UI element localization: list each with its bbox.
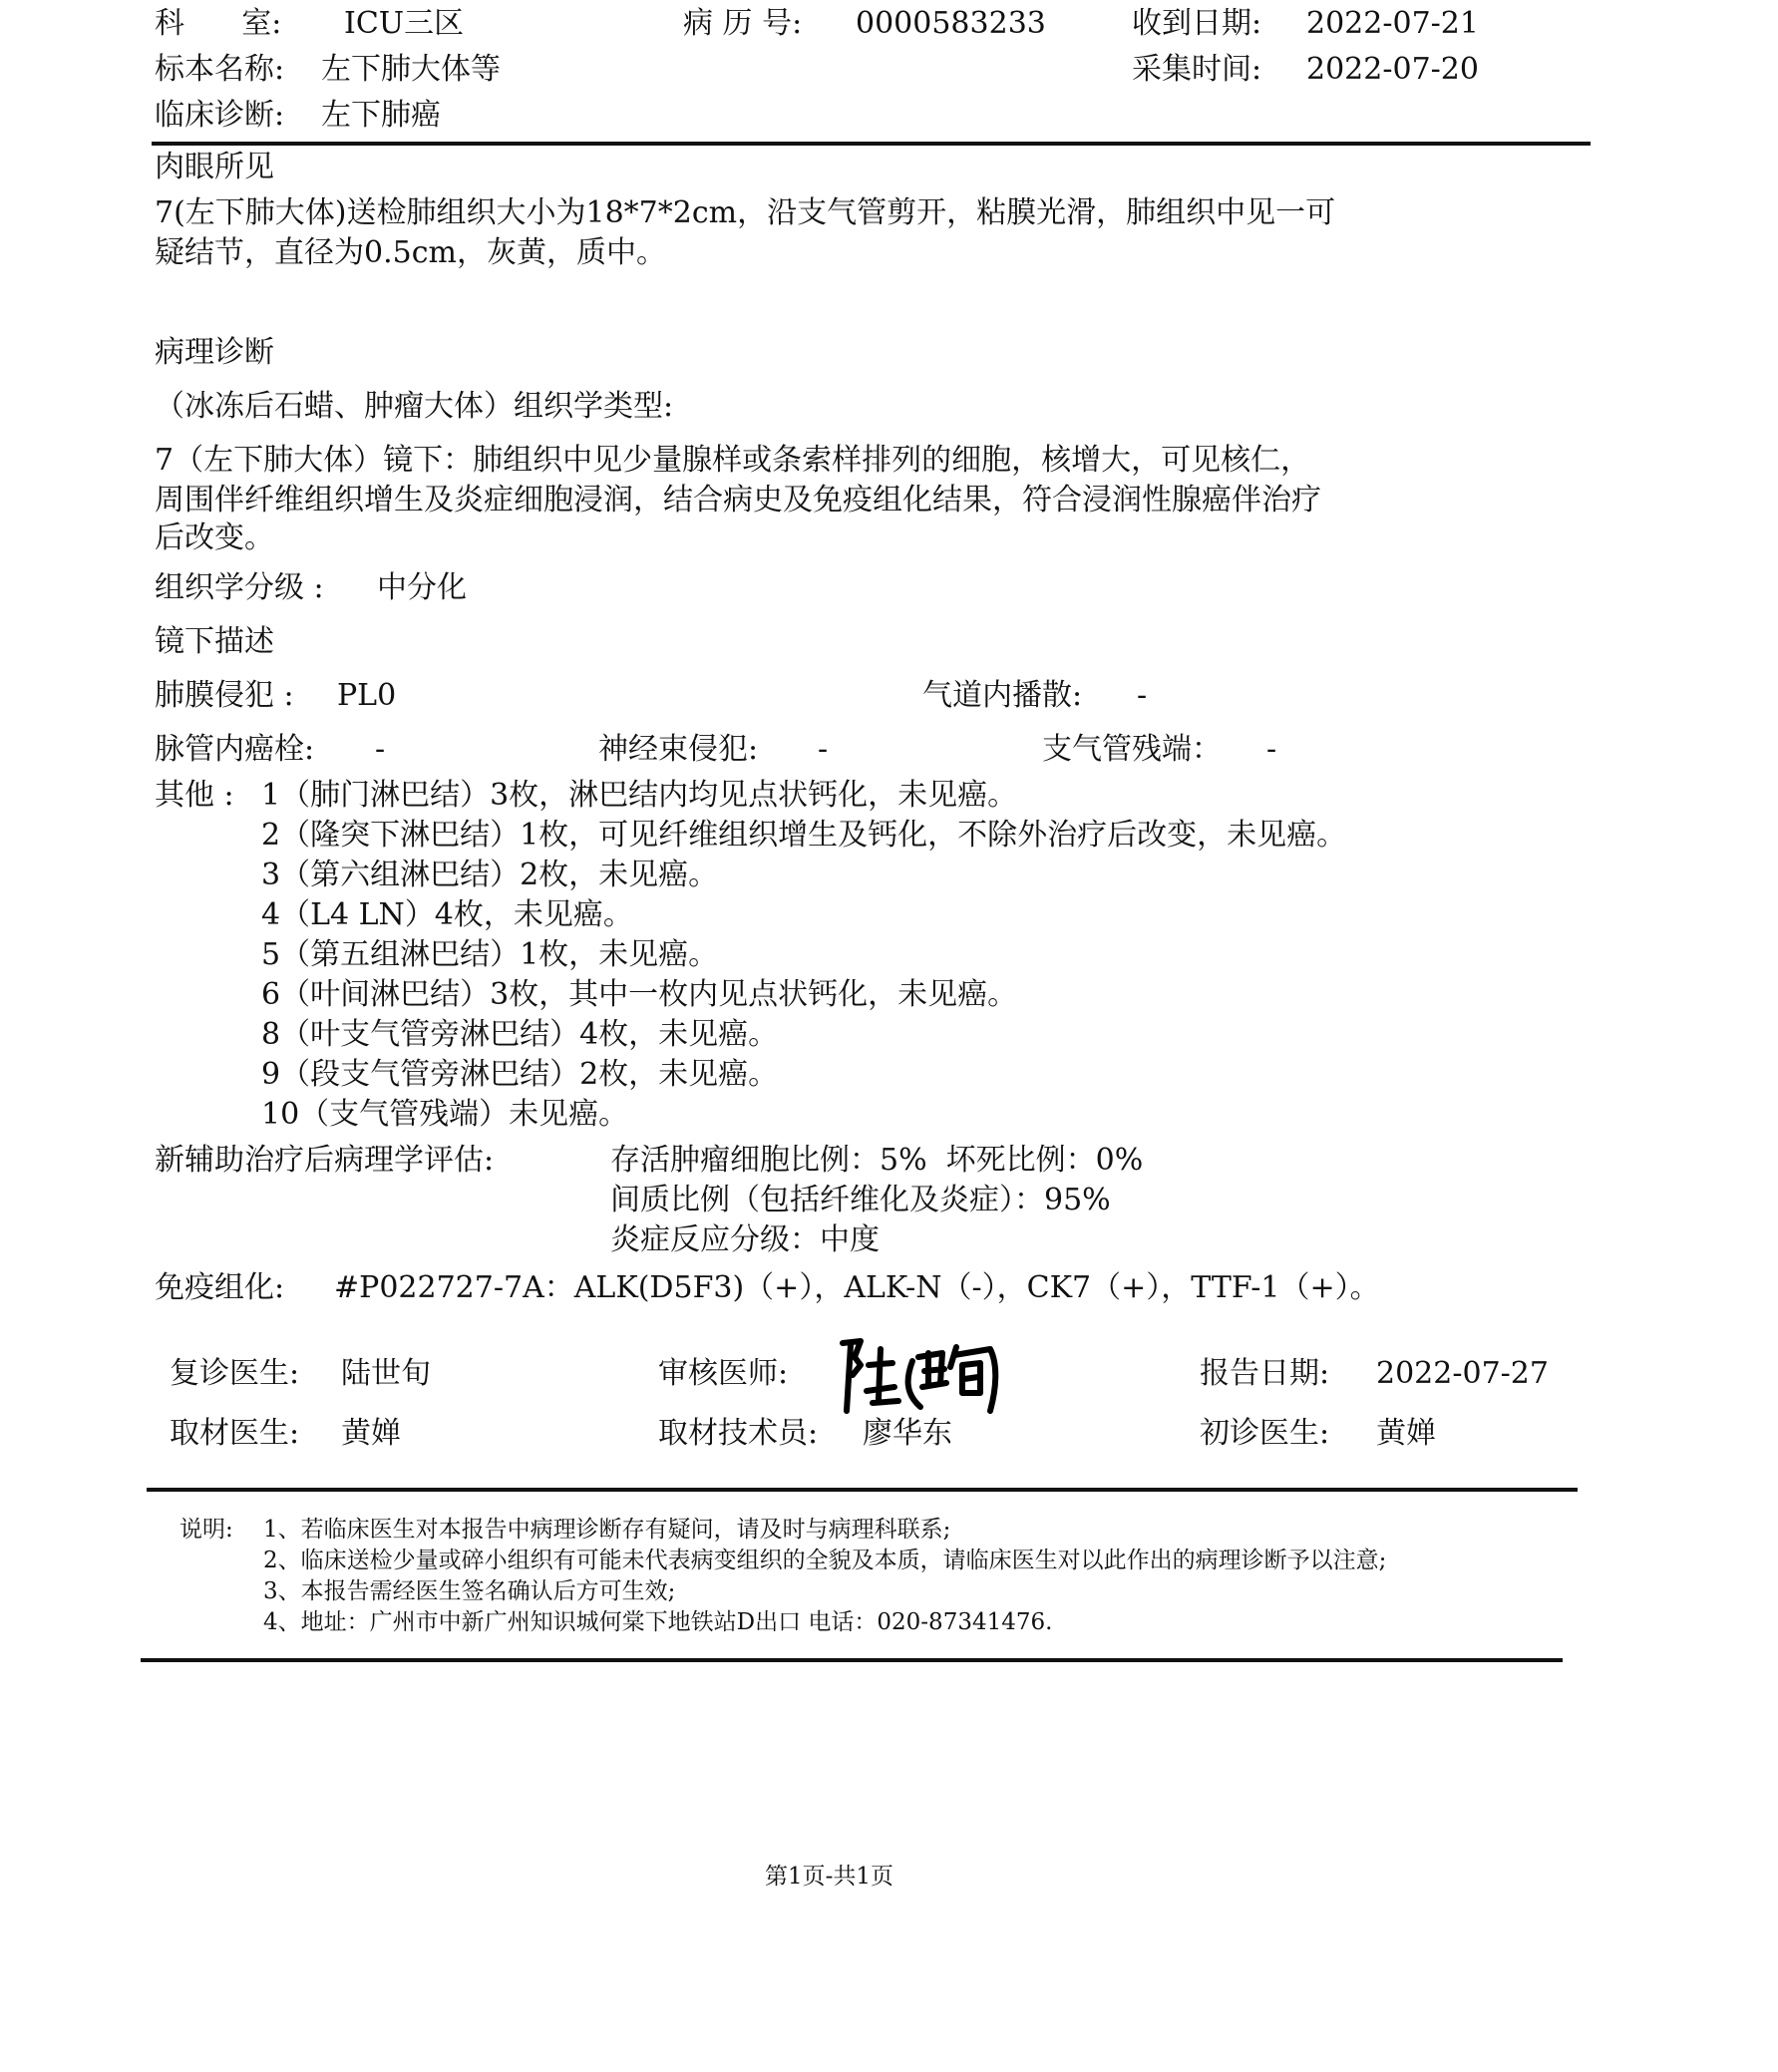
- sampling-doctor-label: 取材医生:: [170, 1416, 300, 1451]
- pleural-invasion-label: 肺膜侵犯 :: [155, 678, 304, 713]
- histo-type-line: （冰冻后石蜡、肿瘤大体）组织学类型:: [155, 389, 674, 424]
- bronchial-margin-label: 支气管残端：: [1042, 732, 1222, 767]
- gross-title: 肉眼所见: [155, 150, 274, 184]
- report-date-value: 2022-07-27: [1376, 1356, 1549, 1391]
- neoadjuvant-label: 新辅助治疗后病理学评估:: [155, 1143, 504, 1178]
- gross-line-1: 7(左下肺大体)送检肺组织大小为18*7*2cm，沿支气管剪开，粘膜光滑，肺组织中见一可: [155, 195, 1336, 230]
- list-item: 3（第六组淋巴结）2枚，未见癌。: [261, 858, 719, 892]
- header-divider: [152, 142, 1591, 146]
- note-item: 3、本报告需经医生签名确认后方可生效;: [263, 1578, 676, 1604]
- list-item: 1（肺门淋巴结）3枚，淋巴结内均见点状钙化，未见癌。: [261, 778, 1018, 813]
- received-date-label: 收到日期:: [1132, 6, 1262, 41]
- pathology-title: 病理诊断: [155, 335, 274, 370]
- list-item: 10（支气管残端）未见癌。: [261, 1097, 629, 1132]
- others-label: 其他 :: [155, 778, 244, 813]
- list-item: 2（隆突下淋巴结）1枚，可见纤维组织增生及钙化，不除外治疗后改变，未见癌。: [261, 818, 1347, 853]
- audit-doctor-label: 审核医师:: [658, 1356, 789, 1391]
- review-doctor-value: 陆世旬: [341, 1356, 431, 1391]
- signature-scribble-icon: [833, 1331, 1007, 1416]
- received-date-value: 2022-07-21: [1306, 6, 1479, 41]
- review-doctor-label: 复诊医生:: [170, 1356, 300, 1391]
- sampling-tech-label: 取材技术员:: [658, 1416, 819, 1451]
- note-item: 4、地址：广州市中新广州知识城何棠下地铁站D出口 电话：020-87341476.: [263, 1609, 1053, 1635]
- vascular-emboli-label: 脉管内癌栓:: [155, 732, 324, 767]
- ihc-value: #P022727-7A：ALK(D5F3)（+），ALK-N（-），CK7（+），TTF-1（+）。: [334, 1270, 1380, 1305]
- grade-label: 组织学分级 :: [155, 570, 334, 605]
- report-date-label: 报告日期:: [1200, 1356, 1330, 1391]
- vascular-emboli-value: -: [375, 732, 386, 767]
- micro-desc-title: 镜下描述: [155, 624, 274, 659]
- handwritten-signature: [833, 1331, 1007, 1416]
- neoadjuvant-line-3: 炎症反应分级：中度: [610, 1222, 880, 1257]
- grade-value: 中分化: [377, 570, 467, 605]
- perineural-value: -: [818, 732, 829, 767]
- neoadjuvant-line-1: 存活肿瘤细胞比例：5% 坏死比例：0%: [610, 1143, 1144, 1178]
- specimen-value: 左下肺大体等: [321, 52, 501, 87]
- record-no-label: 病 历 号:: [683, 6, 803, 41]
- clinical-dx-label: 临床诊断:: [155, 98, 285, 133]
- notes-label: 说明:: [179, 1517, 233, 1543]
- ihc-label: 免疫组化:: [155, 1270, 285, 1305]
- clinical-dx-value: 左下肺癌: [321, 98, 441, 133]
- list-item: 5（第五组淋巴结）1枚，未见癌。: [261, 937, 719, 972]
- initial-doctor-label: 初诊医生:: [1200, 1416, 1330, 1451]
- department-label: 科 室:: [155, 6, 282, 41]
- list-item: 6（叶间淋巴结）3枚，其中一枚内见点状钙化，未见癌。: [261, 977, 1018, 1012]
- sampling-tech-value: 廖华东: [863, 1416, 952, 1451]
- page-indicator: 第1页-共1页: [765, 1864, 894, 1890]
- airway-spread-value: -: [1137, 678, 1148, 713]
- specimen-label: 标本名称:: [155, 52, 285, 87]
- department-value: ICU三区: [344, 6, 465, 41]
- list-item: 4（L4 LN）4枚，未见癌。: [261, 897, 633, 932]
- pleural-invasion-value: PL0: [337, 678, 397, 713]
- micro-line-1: 7（左下肺大体）镜下：肺组织中见少量腺样或条索样排列的细胞，核增大，可见核仁，: [155, 443, 1311, 478]
- notes-top-divider: [147, 1488, 1578, 1492]
- neoadjuvant-line-2: 间质比例（包括纤维化及炎症）：95%: [610, 1183, 1111, 1217]
- note-item: 2、临床送检少量或碎小组织有可能未代表病变组织的全貌及本质，请临床医生对以此作出的病理诊断予以注意;: [263, 1548, 1387, 1573]
- notes-bottom-divider: [141, 1658, 1563, 1662]
- sampling-doctor-value: 黄婵: [341, 1416, 401, 1451]
- airway-spread-label: 气道内播散:: [922, 678, 1092, 713]
- micro-line-3: 后改变。: [155, 520, 274, 555]
- collect-time-label: 采集时间:: [1132, 52, 1262, 87]
- list-item: 8（叶支气管旁淋巴结）4枚，未见癌。: [261, 1017, 779, 1052]
- perineural-label: 神经束侵犯:: [598, 732, 768, 767]
- list-item: 9（段支气管旁淋巴结）2枚，未见癌。: [261, 1057, 779, 1092]
- bronchial-margin-value: -: [1266, 732, 1277, 767]
- micro-line-2: 周围伴纤维组织增生及炎症细胞浸润，结合病史及免疫组化结果，符合浸润性腺癌伴治疗: [155, 483, 1321, 518]
- collect-time-value: 2022-07-20: [1306, 52, 1479, 87]
- record-no-value: 0000583233: [856, 6, 1046, 41]
- initial-doctor-value: 黄婵: [1376, 1416, 1436, 1451]
- note-item: 1、若临床医生对本报告中病理诊断存有疑问，请及时与病理科联系;: [263, 1517, 951, 1543]
- gross-line-2: 疑结节，直径为0.5cm，灰黄，质中。: [155, 235, 666, 270]
